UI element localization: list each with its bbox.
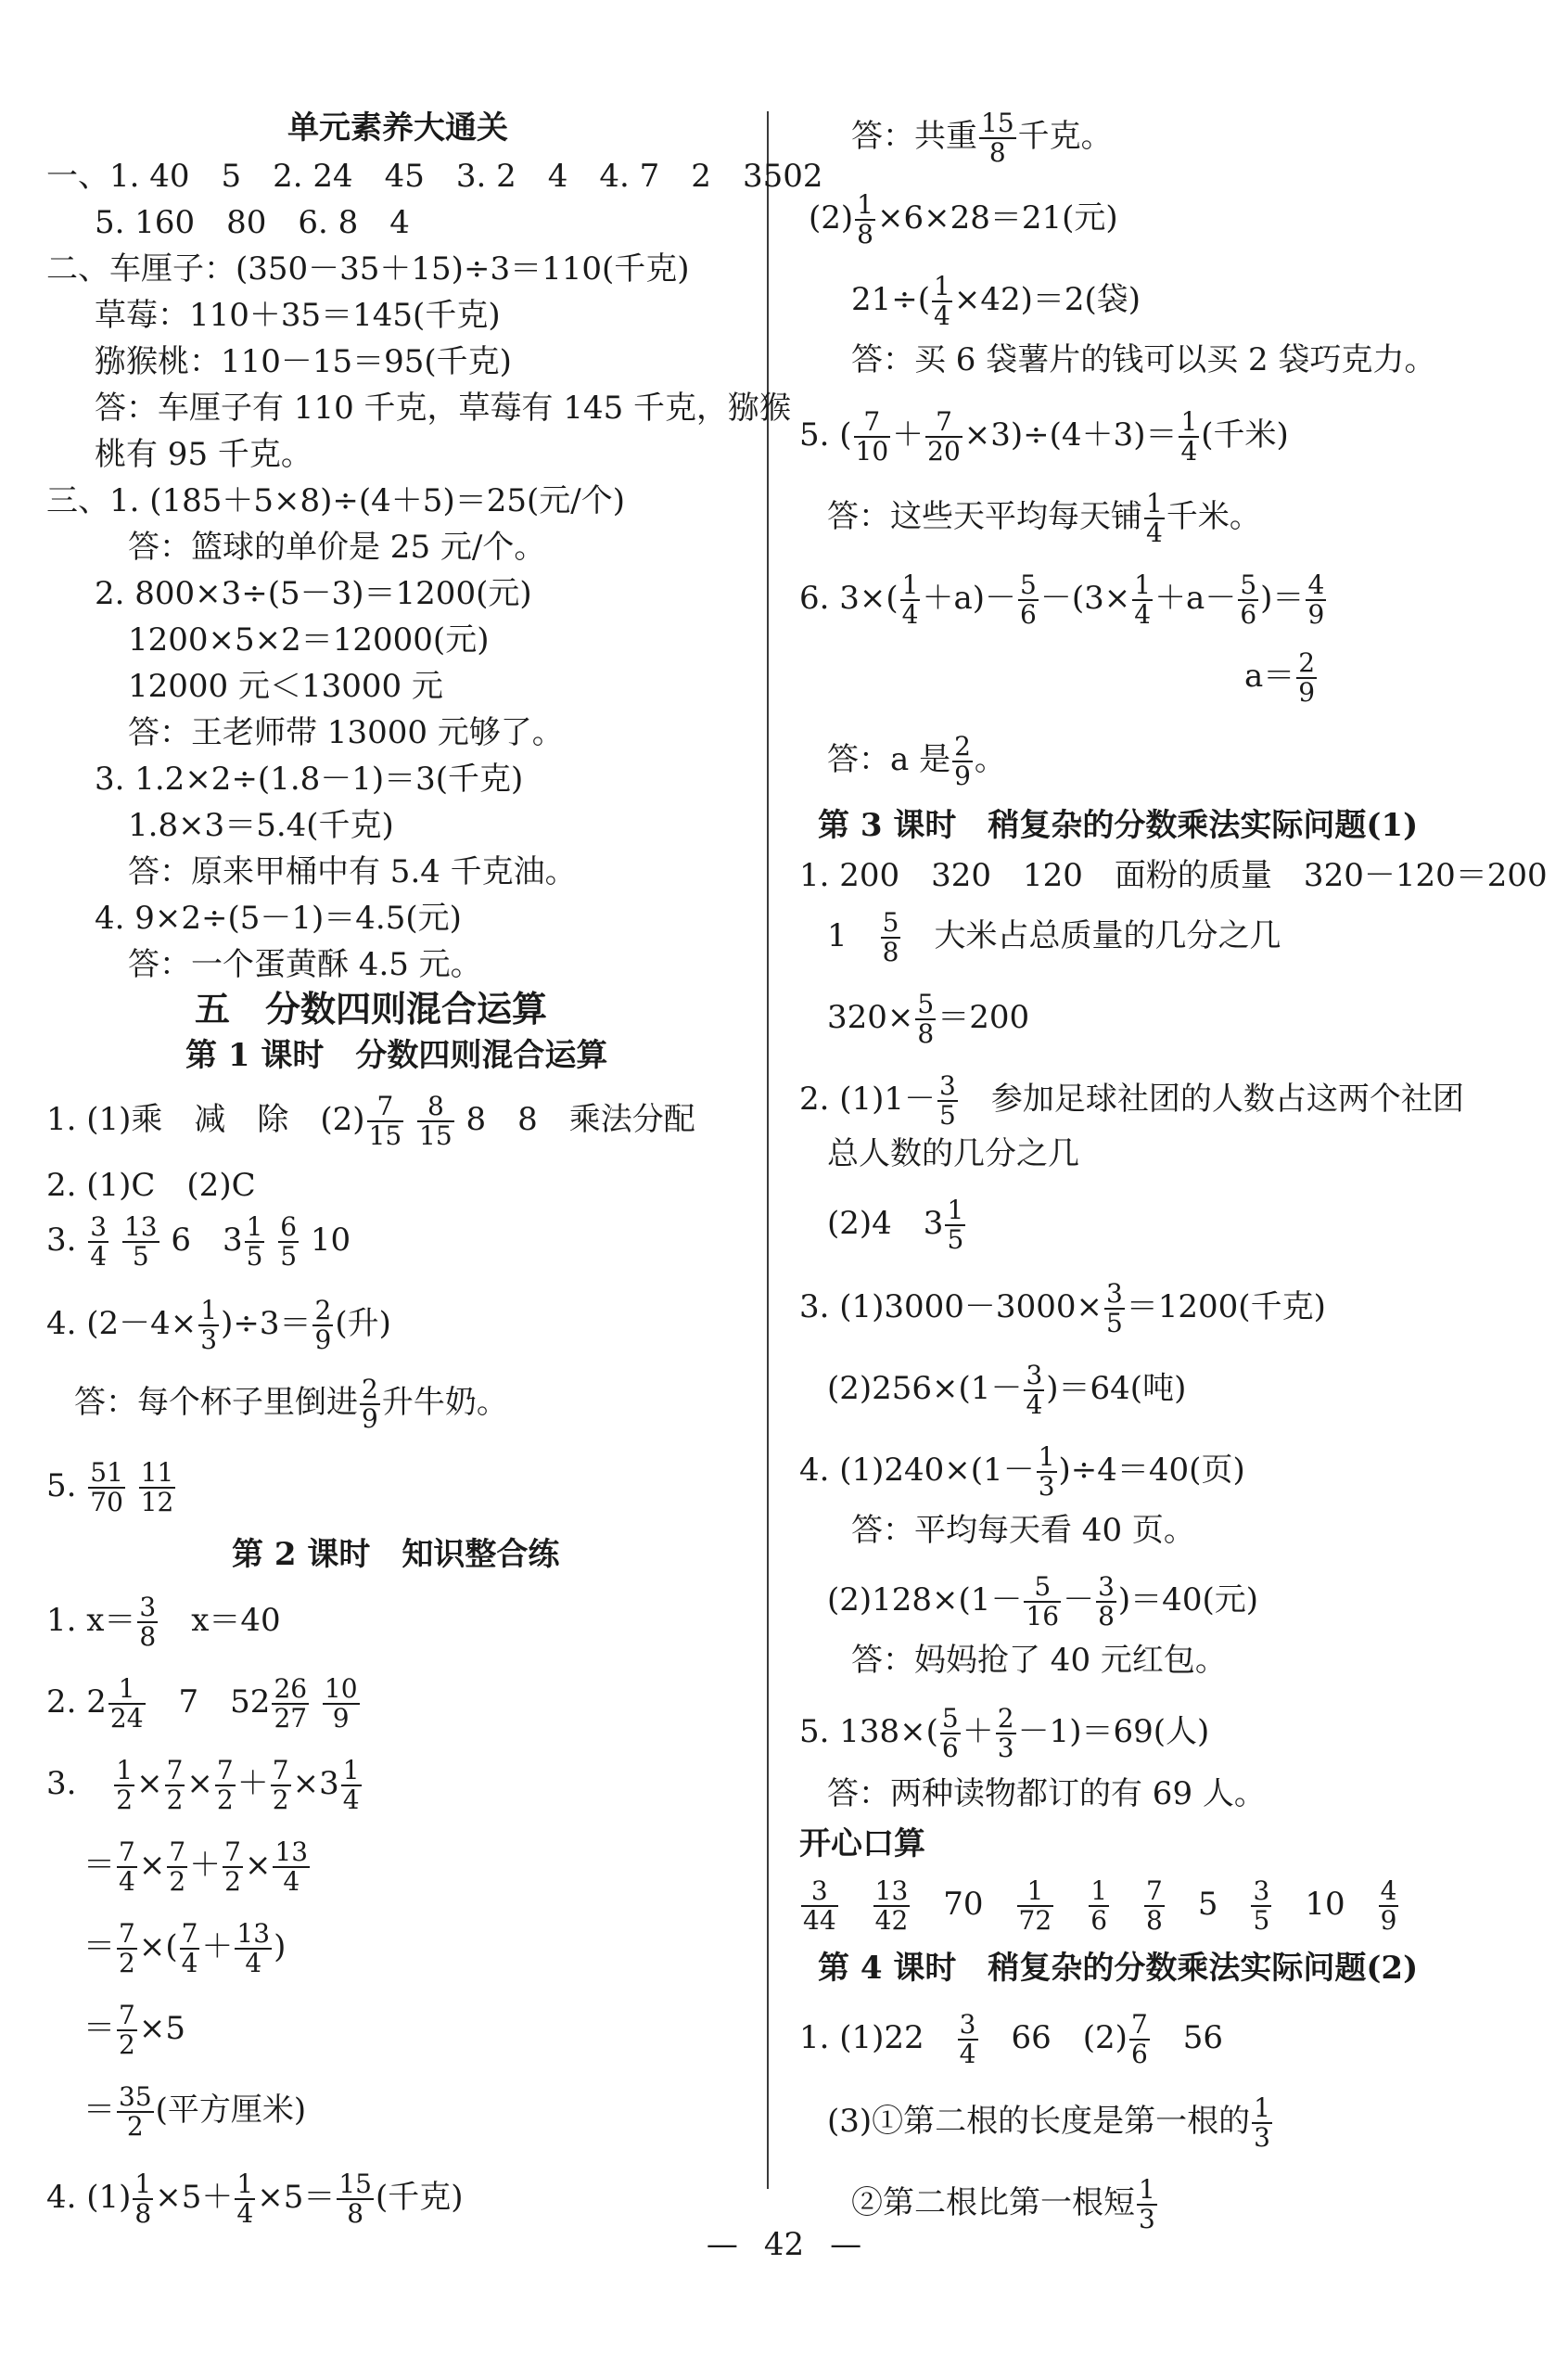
lesson2-title: 第 2 课时 知识整合练 — [232, 1536, 560, 1573]
l3-q4-line1: 4. (1)240×(1－ $\frac{1}{3}$ )÷4＝40(页) — [799, 1441, 1245, 1502]
part3-q2-line1: 2. 800×3÷(5－3)＝1200(元) — [95, 575, 532, 612]
r-q6-solution: a＝ $\frac{2}{9}$ — [1244, 647, 1316, 708]
l3-q3-line2: (2)256×(1－ $\frac{3}{4}$ )＝64(吨) — [827, 1360, 1187, 1420]
part3-q2-line3: 12000 元＜13000 元 — [128, 668, 443, 705]
l1-q5: 5. $\frac{51}{70}$ $\frac{11}{12}$ — [46, 1457, 174, 1517]
l2-q2: 2. 2 $\frac{1}{24}$ 7 52 $\frac{26}{27}$ $\frac{10}{9}$ — [46, 1673, 358, 1734]
fraction-8-15: $\frac{8}{15}$ — [419, 1091, 453, 1151]
part3-q3-answer: 答：原来甲桶中有 5.4 千克油。 — [128, 853, 577, 890]
part1-line1: 一、1. 40 5 2. 24 45 3. 2 4 4. 7 2 3502 — [46, 158, 823, 195]
l1-q4: 4. (2－4× $\frac{1}{3}$ )÷3＝ $\frac{2}{9}$ (升) — [46, 1295, 391, 1355]
l4-q1-line1: 1. (1)22 $\frac{3}{4}$ 66 (2) $\frac{7}{6}$ 56 — [799, 2009, 1224, 2069]
l1-q3: 3. $\frac{3}{4}$ $\frac{13}{5}$ 6 3 $\frac{1}{5}$ $\frac{6}{5}$ 10 — [46, 1211, 351, 1272]
l2-q3-line3: ＝ $\frac{7}{2}$ ×( $\frac{7}{4}$ ＋ $\frac{13}{4}$ ) — [83, 1918, 287, 1978]
part2-line5: 桃有 95 千克。 — [95, 436, 312, 473]
page-number: 42 — [763, 2226, 805, 2263]
l2-q3-line1: 3. $\frac{1}{2}$ × $\frac{7}{2}$ × $\frac{7}{2}$ ＋ $\frac{7}{2}$ ×3 $\frac{1}{4}$ — [46, 1755, 360, 1815]
part3-q2-answer: 答：王老师带 13000 元够了。 — [128, 714, 564, 751]
l3-q4-answer2: 答：妈妈抢了 40 元红包。 — [851, 1642, 1227, 1679]
part3-q3-line1: 3. 1.2×2÷(1.8－1)＝3(千克) — [95, 761, 524, 798]
l3-q1-line2: 1 $\frac{5}{8}$ 大米占总质量的几分之几 — [827, 907, 1281, 967]
l2-q1: 1. x＝ $\frac{3}{8}$ x＝40 — [46, 1592, 281, 1652]
l2-q3-line5: ＝ $\frac{35}{2}$ (平方厘米) — [83, 2081, 307, 2142]
l3-q1-line3: 320× $\frac{5}{8}$ ＝200 — [827, 989, 1030, 1049]
l3-q5-answer: 答：两种读物都订的有 69 人。 — [827, 1775, 1266, 1812]
l3-q2-line2: 总人数的几分之几 — [827, 1135, 1079, 1172]
r-q6: 6. 3×( $\frac{1}{4}$ ＋a)－ $\frac{5}{6}$ －(3× $\frac{1}{4}$ ＋a－ $\frac{5}{6}$ )＝ $\frac{4}{9}$ — [799, 569, 1325, 630]
l3-q2-line3: (2)4 3 $\frac{1}{5}$ — [827, 1195, 964, 1255]
part3-q1-line1: 三、1. (185＋5×8)÷(4＋5)＝25(元/个) — [46, 482, 625, 519]
fraction-7-15: $\frac{7}{15}$ — [368, 1091, 402, 1151]
oral-answers: $\frac{3}{44}$ $\frac{13}{42}$ 70 $\frac{1}{72}$ $\frac{1}{6}$ $\frac{7}{8}$ 5 $\frac{3}{5}$ 10 $\frac{4}{9}$ — [803, 1875, 1397, 1936]
l3-q1-line1: 1. 200 320 120 面粉的质量 320－120＝200 — [799, 857, 1548, 894]
r-q2-line2: 21÷( $\frac{1}{4}$ ×42)＝2(袋) — [851, 271, 1141, 331]
l3-q5: 5. 138×( $\frac{5}{6}$ ＋ $\frac{2}{3}$ －1)＝69(人) — [799, 1703, 1210, 1763]
l1-q1: 1. (1)乘 减 除 (2) $\frac{7}{15}$ $\frac{8}{15}$ 8 8 乘法分配 — [46, 1091, 695, 1151]
section-title: 五 分数四则混合运算 — [195, 988, 548, 1030]
part3-q1-answer: 答：篮球的单价是 25 元/个。 — [128, 529, 546, 566]
r-q5-answer: 答：这些天平均每天铺 $\frac{1}{4}$ 千米。 — [827, 488, 1261, 548]
r-q2-answer: 答：买 6 袋薯片的钱可以买 2 袋巧克力。 — [851, 341, 1436, 378]
part3-q4-line1: 4. 9×2÷(5－1)＝4.5(元) — [95, 900, 462, 937]
lesson1-title: 第 1 课时 分数四则混合运算 — [185, 1037, 608, 1074]
part1-line2: 5. 160 80 6. 8 4 — [95, 204, 410, 241]
l3-q4-line2: (2)128×(1－ $\frac{5}{16}$ － $\frac{3}{8}$ )＝40(元) — [827, 1571, 1258, 1631]
l1-q4-answer: 答：每个杯子里倒进 $\frac{2}{9}$ 升牛奶。 — [74, 1374, 508, 1434]
r-q5: 5. ( $\frac{7}{10}$ ＋ $\frac{7}{20}$ ×3)÷(4＋3)＝ $\frac{1}{4}$ (千米) — [799, 406, 1289, 467]
part3-q2-line2: 1200×5×2＝12000(元) — [128, 621, 490, 659]
l3-q4-answer1: 答：平均每天看 40 页。 — [851, 1512, 1195, 1549]
l3-q2-line1: 2. (1)1－ $\frac{3}{5}$ 参加足球社团的人数占这两个社团 — [799, 1070, 1464, 1131]
l4-q1-line3: ②第二根比第一根短 $\frac{1}{3}$ — [851, 2174, 1155, 2234]
lesson3-title: 第 3 课时 稍复杂的分数乘法实际问题(1) — [818, 807, 1419, 844]
unit-title: 单元素养大通关 — [287, 109, 508, 147]
lesson4-title: 第 4 课时 稍复杂的分数乘法实际问题(2) — [818, 1950, 1419, 1987]
l4-q1-line2: (3)①第二根的长度是第一根的 $\frac{1}{3}$ — [827, 2092, 1270, 2153]
r-q2-line1: (2) $\frac{1}{8}$ ×6×28＝21(元) — [809, 189, 1118, 249]
r-q6-answer: 答：a 是 $\frac{2}{9}$ 。 — [827, 731, 1006, 791]
part2-line2: 草莓：110＋35＝145(千克) — [95, 297, 501, 334]
l2-q3-line4: ＝ $\frac{7}{2}$ ×5 — [83, 2000, 185, 2060]
part2-line3: 猕猴桃：110－15＝95(千克) — [95, 343, 512, 380]
r-answer-weight: 答：共重 $\frac{15}{8}$ 千克。 — [851, 108, 1113, 168]
part3-q3-line2: 1.8×3＝5.4(千克) — [128, 807, 394, 844]
l2-q3-line2: ＝ $\frac{7}{4}$ × $\frac{7}{2}$ ＋ $\frac{7}{2}$ × $\frac{13}{4}$ — [83, 1836, 309, 1897]
part2-line1: 二、车厘子：(350－35＋15)÷3＝110(千克) — [46, 250, 690, 288]
l2-q4: 4. (1) $\frac{1}{8}$ ×5＋ $\frac{1}{4}$ ×5＝ $\frac{15}{8}$ (千克) — [46, 2169, 464, 2229]
oral-title: 开心口算 — [799, 1825, 925, 1862]
l3-q3-line1: 3. (1)3000－3000× $\frac{3}{5}$ ＝1200(千克) — [799, 1278, 1326, 1338]
part2-line4: 答：车厘子有 110 千克，草莓有 145 千克，猕猴 — [95, 390, 792, 427]
part3-q4-answer: 答：一个蛋黄酥 4.5 元。 — [128, 946, 482, 983]
page-footer: — 42 — — [706, 2226, 862, 2263]
l1-q2: 2. (1)C (2)C — [46, 1167, 256, 1204]
